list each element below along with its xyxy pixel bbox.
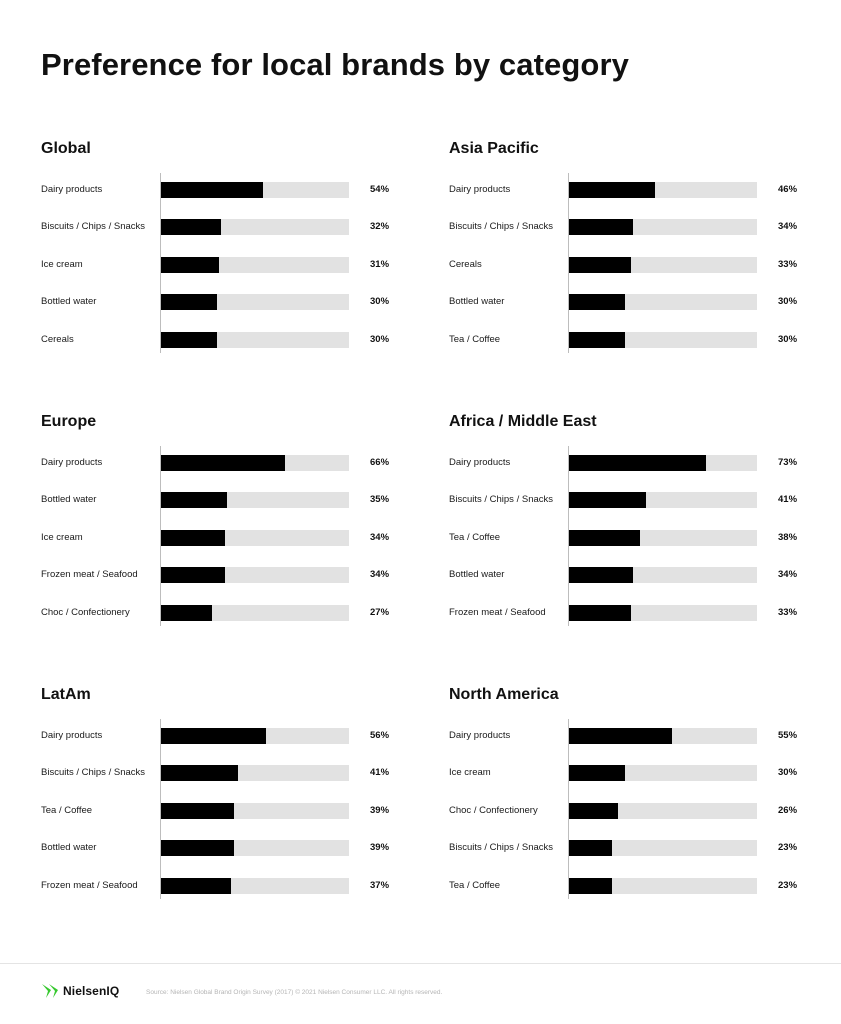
bar-row (449, 530, 809, 546)
chart-panel (41, 686, 401, 916)
bar-track (161, 492, 349, 508)
chart-panel (41, 413, 401, 643)
value-label: 54% (370, 184, 390, 195)
bar-row (41, 332, 401, 348)
category-label: Dairy products (449, 184, 511, 195)
bar-track (569, 605, 757, 621)
bar-row (449, 492, 809, 508)
bar-row (449, 728, 809, 744)
bar (161, 605, 212, 621)
category-label: Tea / Coffee (449, 532, 501, 543)
value-label: 30% (370, 334, 390, 345)
source-note: Source: Nielsen Global Brand Origin Survey (2017) © 2021 Nielsen Consumer LLC. All rights reserved. (146, 989, 443, 996)
bar-row (41, 605, 401, 621)
chart-title: Asia Pacific (449, 140, 539, 157)
bar-row (41, 878, 401, 894)
bar (569, 219, 633, 235)
bar (569, 182, 655, 198)
bar-row (449, 567, 809, 583)
chart-title: Europe (41, 413, 97, 430)
value-label: 46% (778, 184, 798, 195)
category-label: Tea / Coffee (449, 880, 501, 891)
bar-track (161, 257, 349, 273)
category-label: Bottled water (41, 296, 97, 307)
bar-row (41, 567, 401, 583)
bar (161, 530, 225, 546)
value-label: 23% (778, 842, 798, 853)
category-label: Dairy products (41, 457, 103, 468)
value-label: 34% (370, 532, 390, 543)
bar (569, 257, 631, 273)
footer-divider (0, 963, 841, 964)
bar-track (569, 332, 757, 348)
bar-track (161, 530, 349, 546)
category-label: Ice cream (41, 259, 83, 270)
bar-track (161, 567, 349, 583)
bar (161, 728, 266, 744)
value-label: 38% (778, 532, 798, 543)
bar-track (569, 219, 757, 235)
chart-title: LatAm (41, 686, 91, 703)
bar-row (449, 219, 809, 235)
bar-row (41, 840, 401, 856)
chart-title: Global (41, 140, 91, 157)
value-label: 33% (778, 607, 798, 618)
value-label: 32% (370, 221, 390, 232)
category-label: Bottled water (449, 569, 505, 580)
chart-title: Africa / Middle East (449, 413, 597, 430)
value-label: 39% (370, 842, 390, 853)
category-label: Choc / Confectionery (41, 607, 130, 618)
bar (161, 294, 217, 310)
category-label: Bottled water (449, 296, 505, 307)
nielseniq-logo-icon (41, 982, 61, 1000)
bar-row (449, 455, 809, 471)
bar-track (569, 803, 757, 819)
bar-track (569, 455, 757, 471)
value-label: 41% (370, 767, 390, 778)
category-label: Frozen meat / Seafood (41, 880, 138, 891)
category-label: Tea / Coffee (41, 805, 93, 816)
bar-row (449, 803, 809, 819)
page-title: Preference for local brands by category (41, 47, 629, 82)
bar-row (449, 182, 809, 198)
bar (161, 492, 227, 508)
value-label: 41% (778, 494, 798, 505)
value-label: 37% (370, 880, 390, 891)
value-label: 33% (778, 259, 798, 270)
bar-track (569, 728, 757, 744)
bar (161, 257, 219, 273)
bar-track (569, 257, 757, 273)
value-label: 30% (370, 296, 390, 307)
bar-track (569, 294, 757, 310)
bar-track (161, 878, 349, 894)
chart-panel (449, 140, 809, 370)
bar-row (41, 294, 401, 310)
bar-track (569, 492, 757, 508)
bar (161, 765, 238, 781)
category-label: Frozen meat / Seafood (41, 569, 138, 580)
bar (161, 182, 263, 198)
value-label: 26% (778, 805, 798, 816)
value-label: 55% (778, 730, 798, 741)
bar (569, 728, 672, 744)
bar (569, 492, 646, 508)
bar (569, 605, 631, 621)
category-label: Biscuits / Chips / Snacks (449, 221, 554, 232)
bar (161, 332, 217, 348)
category-label: Ice cream (449, 767, 491, 778)
bar (569, 332, 625, 348)
bar-track (569, 530, 757, 546)
brand-name: NielsenIQ (63, 984, 120, 998)
bar-track (161, 605, 349, 621)
bar-row (41, 492, 401, 508)
category-label: Cereals (41, 334, 74, 345)
bar-row (449, 878, 809, 894)
value-label: 27% (370, 607, 390, 618)
bar-row (449, 605, 809, 621)
value-label: 73% (778, 457, 798, 468)
category-label: Ice cream (41, 532, 83, 543)
category-label: Bottled water (41, 842, 97, 853)
category-label: Biscuits / Chips / Snacks (41, 221, 146, 232)
bar-row (41, 182, 401, 198)
value-label: 34% (370, 569, 390, 580)
bar-track (161, 840, 349, 856)
value-label: 23% (778, 880, 798, 891)
bar (569, 803, 618, 819)
category-label: Dairy products (41, 184, 103, 195)
bar (161, 840, 234, 856)
bar-track (161, 765, 349, 781)
bar (161, 455, 285, 471)
bar-track (161, 332, 349, 348)
category-label: Biscuits / Chips / Snacks (449, 494, 554, 505)
category-label: Bottled water (41, 494, 97, 505)
category-label: Dairy products (449, 730, 511, 741)
value-label: 34% (778, 221, 798, 232)
value-label: 30% (778, 767, 798, 778)
chart-panel (449, 413, 809, 643)
bar-track (161, 294, 349, 310)
bar-row (41, 530, 401, 546)
value-label: 30% (778, 334, 798, 345)
bar-row (449, 765, 809, 781)
bar-row (449, 332, 809, 348)
bar (569, 840, 612, 856)
value-label: 66% (370, 457, 390, 468)
bar-row (449, 257, 809, 273)
bar (161, 803, 234, 819)
category-label: Dairy products (41, 730, 103, 741)
value-label: 39% (370, 805, 390, 816)
bar-track (161, 182, 349, 198)
category-label: Tea / Coffee (449, 334, 501, 345)
bar (569, 878, 612, 894)
bar (161, 219, 221, 235)
value-label: 30% (778, 296, 798, 307)
bar (569, 765, 625, 781)
bar-track (569, 878, 757, 894)
bar (569, 567, 633, 583)
value-label: 34% (778, 569, 798, 580)
nielseniq-logo (41, 981, 119, 1001)
bar-track (569, 765, 757, 781)
bar-row (41, 803, 401, 819)
bar-track (569, 840, 757, 856)
bar-track (161, 455, 349, 471)
bar-row (449, 840, 809, 856)
bar-track (161, 219, 349, 235)
category-label: Choc / Confectionery (449, 805, 538, 816)
chart-title: North America (449, 686, 559, 703)
bar-track (569, 182, 757, 198)
bar-row (41, 728, 401, 744)
value-label: 31% (370, 259, 390, 270)
bar-row (41, 257, 401, 273)
bar (161, 567, 225, 583)
bar-row (41, 219, 401, 235)
bar-row (41, 455, 401, 471)
chart-panel (449, 686, 809, 916)
bar-track (161, 728, 349, 744)
category-label: Cereals (449, 259, 482, 270)
category-label: Biscuits / Chips / Snacks (41, 767, 146, 778)
bar (161, 878, 231, 894)
category-label: Dairy products (449, 457, 511, 468)
category-label: Biscuits / Chips / Snacks (449, 842, 554, 853)
bar (569, 530, 640, 546)
category-label: Frozen meat / Seafood (449, 607, 546, 618)
bar-row (449, 294, 809, 310)
bar-track (161, 803, 349, 819)
value-label: 35% (370, 494, 390, 505)
bar-track (569, 567, 757, 583)
bar-row (41, 765, 401, 781)
bar (569, 455, 706, 471)
value-label: 56% (370, 730, 390, 741)
chart-panel (41, 140, 401, 370)
bar (569, 294, 625, 310)
